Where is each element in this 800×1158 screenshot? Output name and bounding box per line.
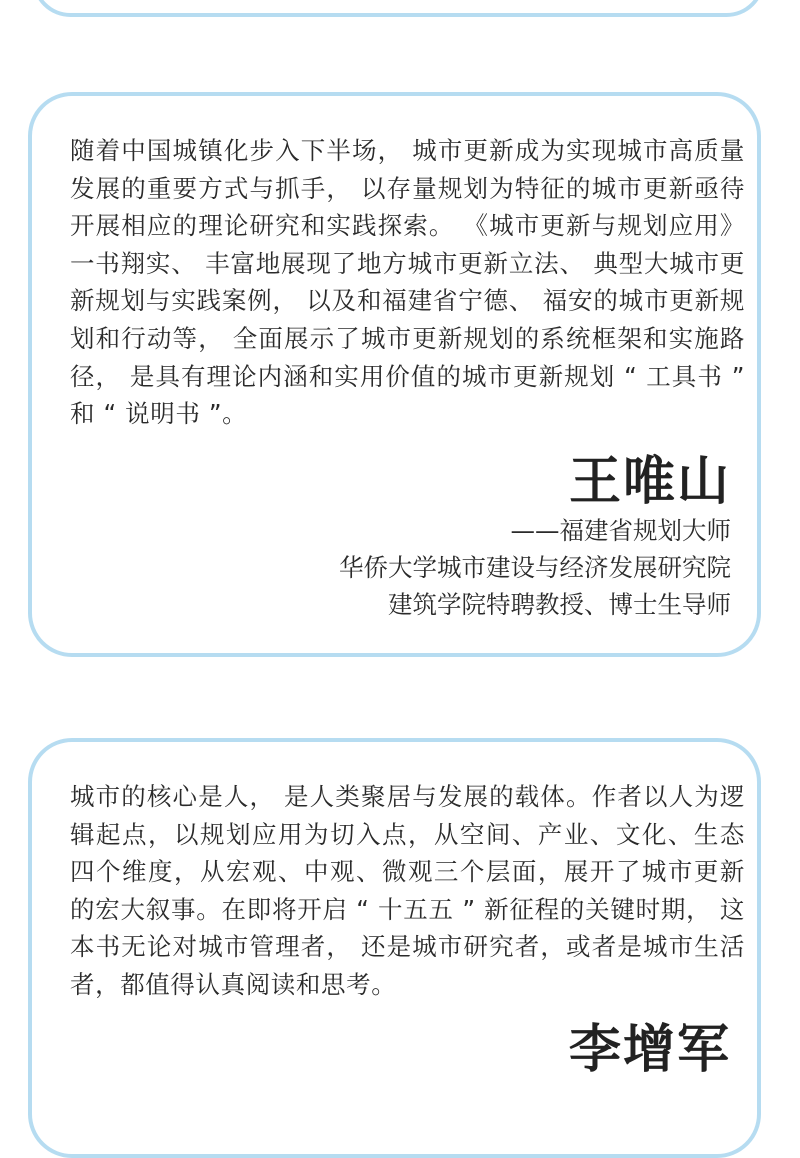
reviewer-credential-line: ——福建省规划大师 xyxy=(510,516,731,545)
review-text: 随着中国城镇化步入下半场， 城市更新成为实现城市高质量发展的重要方式与抓手， 以存量规划为特征的城市更新亟待开展相应的理论研究和实践探索。 《城市更新与规划应用》一书翔实、 丰富地展现了地方城市更新立法、 典型大城市更新规划与实践案例， 以及和福建省宁德、 福安的城市更新规划和行动等， 全面展示了城市更新规划的系统框架和实施路径， 是具有理论内涵和实用价值的城市更新规划 “ 工具书 ” 和 “ 说明书 ”。 xyxy=(70,136,745,429)
reviewer-credentials xyxy=(339,512,731,623)
review-card-previous xyxy=(32,0,765,17)
review-card xyxy=(28,738,761,1158)
review-text: 城市的核心是人， 是人类聚居与发展的载体。作者以人为逻辑起点，以规划应用为切入点，从空间、产业、文化、生态四个维度，从宏观、中观、微观三个层面，展开了城市更新的宏大叙事。在即将开启 “ 十五五 ” 新征程的关键时期， 这本书无论对城市管理者， 还是城市研究者，或者是城市生活者，都值得认真阅读和思考。 xyxy=(70,782,745,999)
reviewer-credential-line: 华侨大学城市建设与经济发展研究院 xyxy=(339,553,731,582)
review-card xyxy=(28,92,761,657)
reviewer-name: 李增军 xyxy=(568,1020,731,1080)
reviewer-credential-line: 建筑学院特聘教授、博士生导师 xyxy=(388,590,731,619)
reviewer-name: 王唯山 xyxy=(568,452,731,512)
